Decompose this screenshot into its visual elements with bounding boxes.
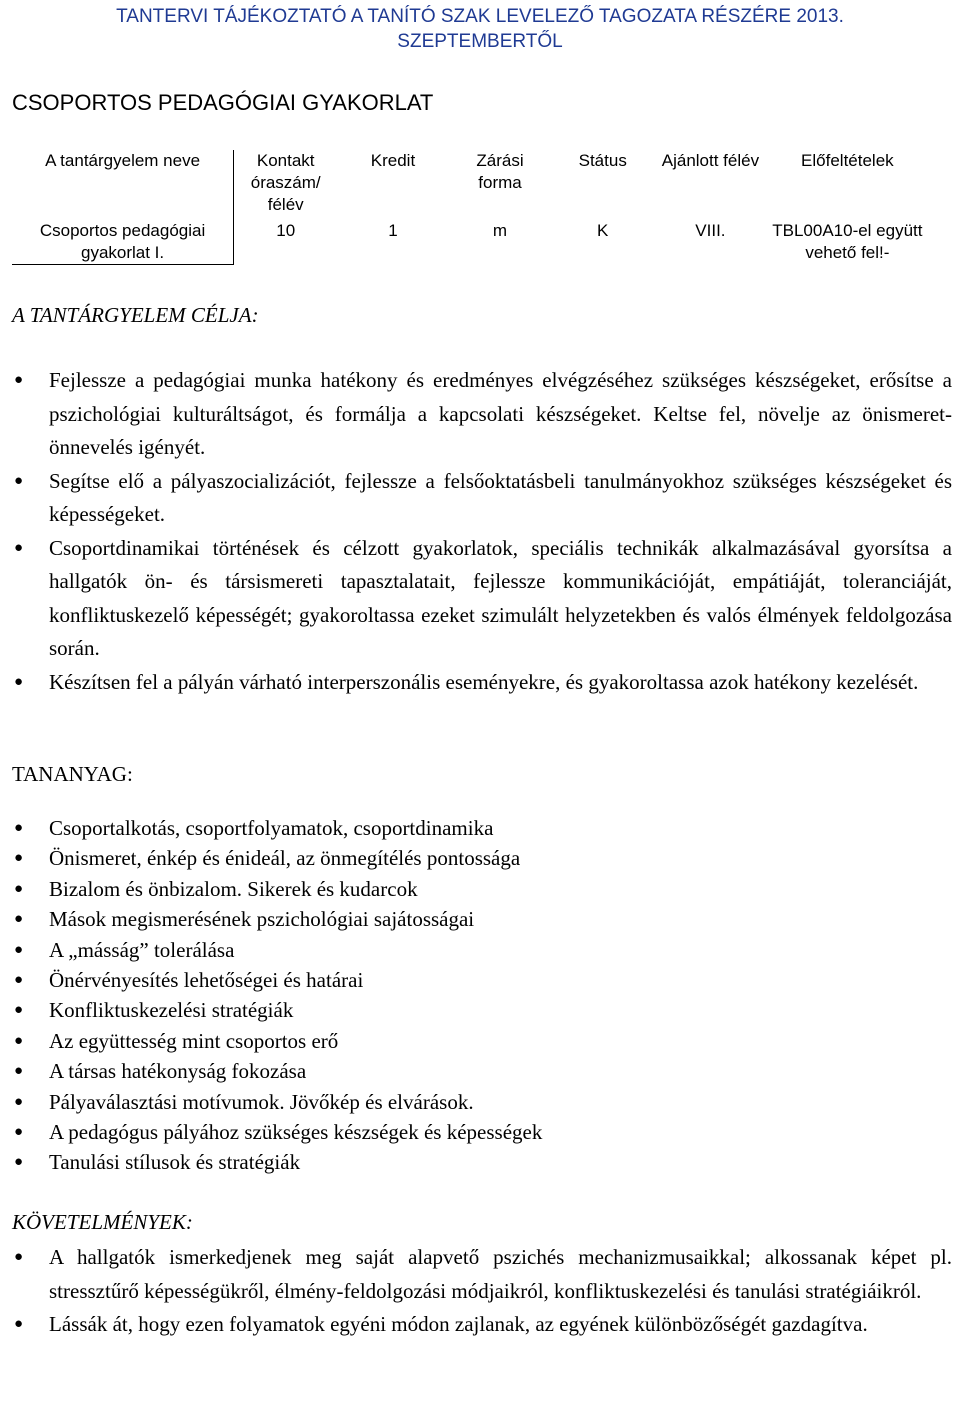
- bullet-icon: ●: [14, 941, 24, 958]
- table-header-row: [12, 150, 928, 218]
- cell-closing-form: m: [492, 221, 508, 240]
- cell-recommended-semester: VIII.: [695, 221, 726, 240]
- list-item: ● A „másság” tolerálása: [12, 935, 952, 965]
- header-recommended-semester: Ajánlott félév: [661, 151, 760, 170]
- bullet-icon: ●: [14, 820, 24, 836]
- course-info-table: [12, 150, 928, 265]
- bullet-icon: ●: [14, 1124, 24, 1141]
- cell-credit: 1: [388, 221, 398, 240]
- bullet-icon: ●: [14, 972, 24, 989]
- bullet-icon: ●: [14, 850, 24, 867]
- bullet-icon: ●: [14, 472, 24, 489]
- list-item: ● Bizalom és önbizalom. Sikerek és kudarcok: [12, 874, 952, 904]
- document-header: [0, 4, 960, 54]
- cell-status: K: [597, 221, 609, 240]
- header-credit: Kredit: [370, 151, 416, 170]
- cell-prerequisites: TBL00A10-el együtt vehető fel!-: [772, 221, 923, 262]
- bullet-icon: ●: [14, 1154, 24, 1171]
- list-item: ● Tanulási stílusok és stratégiák: [12, 1147, 952, 1177]
- list-item: ● Pályaválasztási motívumok. Jövőkép és elvárások.: [12, 1087, 952, 1117]
- cell-subject-name: Csoportos pedagógiai gyakorlat I.: [12, 218, 234, 265]
- bullet-icon: ●: [14, 1249, 24, 1265]
- bullet-icon: ●: [14, 673, 24, 690]
- content-heading: TANANYAG:: [12, 762, 133, 786]
- header-prerequisites: Előfeltételek: [801, 151, 894, 170]
- bullet-icon: ●: [14, 1316, 24, 1332]
- bullet-icon: ●: [14, 1093, 24, 1110]
- list-item: ● Az együttesség mint csoportos erő: [12, 1026, 952, 1056]
- list-item: ● Önérvényesítés lehetőségei és határai: [12, 965, 952, 995]
- requirements-heading: KÖVETELMÉNYEK:: [12, 1210, 193, 1234]
- header-line-1: TANTERVI TÁJÉKOZTATÓ A TANÍTÓ SZAK LEVELEZŐ TAGOZATA RÉSZÉRE 2013.: [116, 6, 844, 27]
- list-item: ● Fejlessze a pedagógiai munka hatékony és eredményes elvégzéséhez szükséges készségeket, erősítse a pszichológiai kulturáltságot, és formálja a kapcsolati készségeket. Keltse fel, növelje az önismeret-önnevelés igényét.: [12, 364, 952, 465]
- goals-list: [12, 364, 952, 699]
- bullet-icon: ●: [14, 911, 24, 928]
- bullet-icon: ●: [14, 1063, 24, 1080]
- header-closing-form: Zárási forma: [476, 151, 524, 192]
- table-row: [12, 218, 928, 265]
- goals-heading: A TANTÁRGYELEM CÉLJA:: [12, 303, 259, 327]
- list-item: ● Konfliktuskezelési stratégiák: [12, 995, 952, 1025]
- bullet-icon: ●: [14, 1002, 24, 1019]
- bullet-icon: ●: [14, 1032, 24, 1049]
- header-line-2: SZEPTEMBERTŐL: [397, 31, 563, 52]
- list-item: ● Segítse elő a pályaszocializációt, fejlessze a felsőoktatásbeli tanulmányokhoz szükséges készségeket és képességeket.: [12, 465, 952, 532]
- header-contact-hours: Kontakt óraszám/ félév: [250, 151, 321, 214]
- list-item: ● Lássák át, hogy ezen folyamatok egyéni módon zajlanak, az egyének különbözőségét gazdagítva.: [12, 1308, 952, 1342]
- bullet-icon: ●: [14, 539, 24, 556]
- header-status: Státus: [578, 151, 627, 170]
- list-item: ● A pedagógus pályához szükséges készségek és képességek: [12, 1117, 952, 1147]
- cell-contact-hours: 10: [276, 221, 296, 240]
- requirements-list: [12, 1241, 952, 1342]
- list-item: ● A hallgatók ismerkedjenek meg saját alapvető pszichés mechanizmusaikkal; alkossanak képet pl. stressztűrő képességükről, élmény-feldolgozási módjaikról, konfliktuskezelési és tanulási stratégiáikról.: [12, 1241, 952, 1308]
- bullet-icon: ●: [14, 880, 24, 897]
- list-item: ● Készítsen fel a pályán várható interperszonális eseményekre, és gyakoroltassa azok hatékony kezelését.: [12, 666, 952, 700]
- header-subject-name: A tantárgyelem neve: [12, 150, 234, 218]
- list-item: ● A társas hatékonyság fokozása: [12, 1056, 952, 1086]
- content-list: [12, 813, 952, 1178]
- list-item: ● Csoportdinamikai történések és célzott gyakorlatok, speciális technikák alkalmazásával gyorsítsa a hallgatók ön- és társismereti tapasztalatait, fejlessze kommunikációját, empátiáját, toleranciáját, konfliktuskezelő képességét; gyakoroltassa ezeket szimulált helyzetekben és valós élmények feldolgozása során.: [12, 532, 952, 666]
- page-title: CSOPORTOS PEDAGÓGIAI GYAKORLAT: [12, 90, 434, 115]
- list-item: ● Csoportalkotás, csoportfolyamatok, csoportdinamika: [12, 813, 952, 843]
- list-item: ● Önismeret, énkép és énideál, az önmegítélés pontossága: [12, 843, 952, 873]
- bullet-icon: ●: [14, 372, 24, 388]
- list-item: ● Mások megismerésének pszichológiai sajátosságai: [12, 904, 952, 934]
